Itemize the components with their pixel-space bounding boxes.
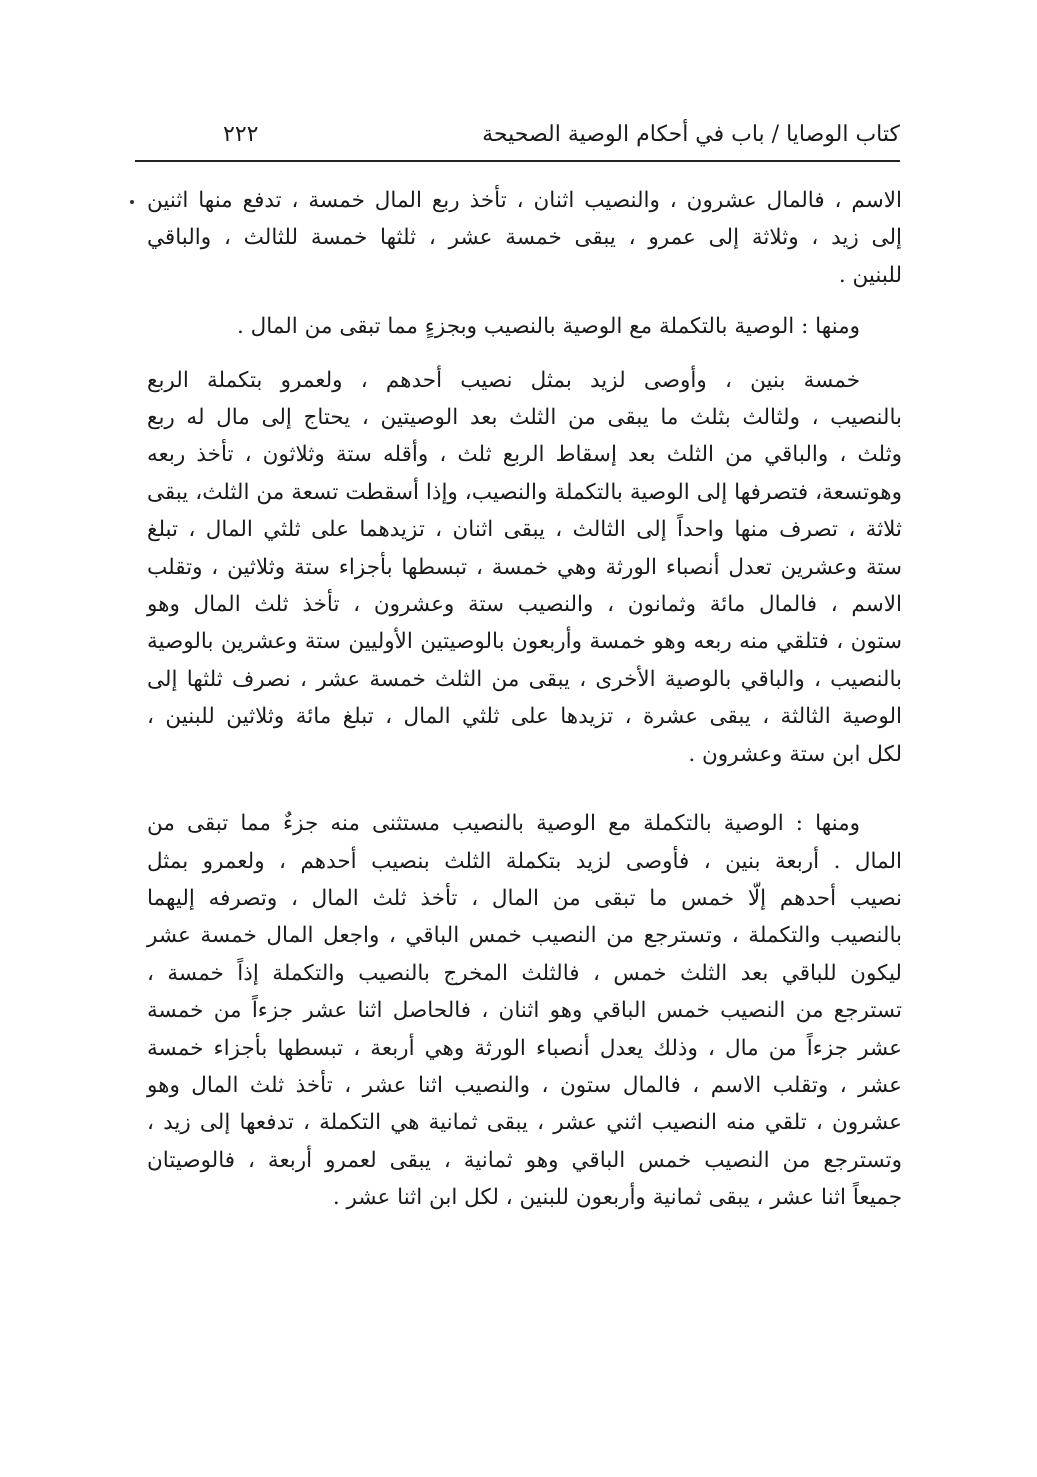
text-line: عشرون ، تلقي منه النصيب اثني عشر ، يبقى ثمانية هي التكملة ، تدفعها إلى زيد ،	[147, 1110, 902, 1136]
text-line: جميعاً اثنا عشر ، يبقى ثمانية وأربعون للبنين ، لكل ابن اثنا عشر .	[332, 1185, 902, 1211]
text-line: نصيب أحدهم إلّا خمس ما تبقى من المال ، تأخذ ثلث المال ، وتصرفه إليهما	[147, 885, 902, 911]
text-line: عشر جزءاً من مال ، وذلك يعدل أنصباء الورثة وهي أربعة ، تبسطها بأجزاء خمسة	[147, 1035, 902, 1061]
text-line: للبنين .	[838, 262, 902, 288]
text-line: خمسة بنين ، وأوصى لزيد بمثل نصيب أحدهم ، ولعمرو بتكملة الربع	[147, 367, 860, 393]
text-line: وثلث ، والباقي من الثلث بعد إسقاط الربع ثلث ، وأقله ستة وثلاثون ، تأخذ ربعه	[147, 442, 902, 468]
text-line: ليكون للباقي بعد الثلث خمس ، فالثلث المخرج بالنصيب والتكملة إذاً خمسة ،	[147, 960, 902, 986]
text-line: ثلاثة ، تصرف منها واحداً إلى الثالث ، يبقى اثنان ، تزيدهما على ثلثي المال ، تبلغ	[147, 517, 902, 543]
paragraph	[147, 805, 902, 1216]
body-text	[147, 182, 902, 1217]
page-number: ٢٢٢	[223, 122, 259, 147]
text-line: ومنها : الوصية بالتكملة مع الوصية بالنصيب مستثنى منه جزءٌ مما تبقى من	[147, 811, 860, 837]
text-line: الاسم ، فالمال عشرون ، والنصيب اثنان ، تأخذ ربع المال خمسة ، تدفع منها اثنين	[147, 188, 902, 213]
header-divider	[135, 160, 900, 162]
text-line: المال . أربعة بنين ، فأوصى لزيد بتكملة الثلث بنصيب أحدهم ، ولعمرو بمثل	[147, 848, 902, 874]
text-line: بالنصيب ، والباقي بالوصية الأخرى ، يبقى من الثلث خمسة عشر ، نصرف ثلثها إلى	[147, 666, 902, 692]
text-line: وتسترجع من النصيب خمس الباقي وهو ثمانية ، يبقى لعمرو أربعة ، فالوصيتان	[147, 1147, 902, 1173]
text-line: لكل ابن ستة وعشرون .	[688, 741, 902, 767]
text-line: بالنصيب والتكملة ، وتسترجع من النصيب خمس الباقي ، واجعل المال خمسة عشر	[147, 923, 902, 949]
text-line: بالنصيب ، ولثالث بثلث ما يبقى من الثلث بعد الوصيتين ، يحتاج إلى مال له ربع	[147, 405, 902, 431]
text-line: تسترجع من النصيب خمس الباقي وهو اثنان ، فالحاصل اثنا عشر جزءاً من خمسة	[147, 998, 902, 1024]
header-title: كتاب الوصايا / باب في أحكام الوصية الصحيحة	[482, 122, 900, 147]
text-line: الوصية الثالثة ، يبقى عشرة ، تزيدها على ثلثي المال ، تبلغ مائة وثلاثين للبنين ،	[147, 704, 902, 730]
paragraph	[147, 182, 902, 294]
running-header	[135, 118, 900, 158]
text-line: ستون ، فتلقي منه ربعه وهو خمسة وأربعون بالوصيتين الأوليين ستة وعشرين بالوصية	[147, 629, 902, 655]
margin-dot-mark	[130, 200, 134, 204]
text-line: وهوتسعة، فتصرفها إلى الوصية بالتكملة والنصيب، وإذا أسقطت تسعة من الثلث، يبقى	[147, 479, 902, 505]
text-line: الاسم ، فالمال مائة وثمانون ، والنصيب ستة وعشرون ، تأخذ ثلث المال وهو	[147, 592, 902, 618]
text-line: ومنها : الوصية بالتكملة مع الوصية بالنصيب وبجزءٍ مما تبقى من المال .	[236, 314, 860, 340]
section-heading-paragraph	[147, 308, 902, 345]
paragraph	[147, 362, 902, 773]
text-line: إلى زيد ، وثلاثة إلى عمرو ، يبقى خمسة عشر ، ثلثها خمسة للثالث ، والباقي	[147, 225, 902, 251]
text-line: عشر ، وتقلب الاسم ، فالمال ستون ، والنصيب اثنا عشر ، تأخذ ثلث المال وهو	[147, 1072, 902, 1098]
text-line: ستة وعشرين تعدل أنصباء الورثة وهي خمسة ، تبسطها بأجزاء ستة وثلاثين ، وتقلب	[147, 554, 902, 580]
